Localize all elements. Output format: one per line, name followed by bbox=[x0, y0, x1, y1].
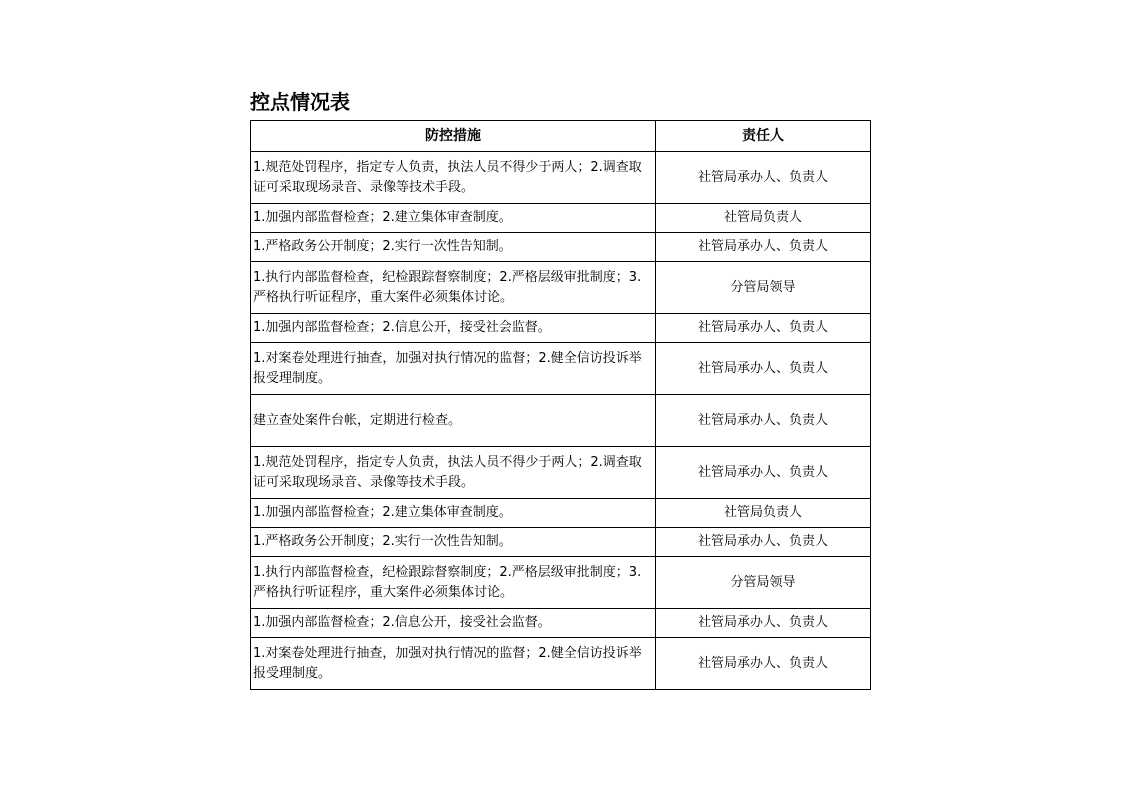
table-row bbox=[251, 343, 871, 395]
owner-cell: 社管局承办人、负责人 bbox=[656, 152, 871, 204]
measures-cell: 1.对案卷处理进行抽查，加强对执行情况的监督；2.健全信访投诉举报受理制度。 bbox=[251, 638, 656, 690]
table-body bbox=[251, 152, 871, 690]
page-title: 控点情况表 bbox=[250, 90, 350, 114]
table-row bbox=[251, 638, 871, 690]
measures-cell: 1.加强内部监督检查；2.信息公开，接受社会监督。 bbox=[251, 314, 656, 343]
owner-cell: 社管局承办人、负责人 bbox=[656, 638, 871, 690]
table-row bbox=[251, 609, 871, 638]
owner-cell: 社管局承办人、负责人 bbox=[656, 314, 871, 343]
owner-cell: 社管局负责人 bbox=[656, 204, 871, 233]
measures-cell: 1.规范处罚程序，指定专人负责，执法人员不得少于两人；2.调查取证可采取现场录音、录像等技术手段。 bbox=[251, 447, 656, 499]
table-row bbox=[251, 499, 871, 528]
measures-cell: 1.严格政务公开制度；2.实行一次性告知制。 bbox=[251, 233, 656, 262]
table-row bbox=[251, 152, 871, 204]
owner-cell: 社管局负责人 bbox=[656, 499, 871, 528]
measures-cell: 1.对案卷处理进行抽查，加强对执行情况的监督；2.健全信访投诉举报受理制度。 bbox=[251, 343, 656, 395]
table-row bbox=[251, 204, 871, 233]
risk-control-table bbox=[250, 120, 871, 690]
owner-cell: 社管局承办人、负责人 bbox=[656, 343, 871, 395]
table-row bbox=[251, 447, 871, 499]
table-header-row bbox=[251, 121, 871, 152]
measures-cell: 1.加强内部监督检查；2.信息公开，接受社会监督。 bbox=[251, 609, 656, 638]
owner-cell: 社管局承办人、负责人 bbox=[656, 609, 871, 638]
measures-cell: 1.规范处罚程序，指定专人负责，执法人员不得少于两人；2.调查取证可采取现场录音、录像等技术手段。 bbox=[251, 152, 656, 204]
measures-cell: 1.加强内部监督检查；2.建立集体审查制度。 bbox=[251, 499, 656, 528]
owner-cell: 社管局承办人、负责人 bbox=[656, 447, 871, 499]
owner-cell: 社管局承办人、负责人 bbox=[656, 233, 871, 262]
column-header-measures: 防控措施 bbox=[251, 121, 656, 152]
owner-cell: 分管局领导 bbox=[656, 262, 871, 314]
table-row bbox=[251, 395, 871, 447]
measures-cell: 1.严格政务公开制度；2.实行一次性告知制。 bbox=[251, 528, 656, 557]
measures-cell: 1.执行内部监督检查，纪检跟踪督察制度；2.严格层级审批制度；3.严格执行听证程序，重大案件必须集体讨论。 bbox=[251, 262, 656, 314]
measures-cell: 1.执行内部监督检查，纪检跟踪督察制度；2.严格层级审批制度；3.严格执行听证程序，重大案件必须集体讨论。 bbox=[251, 557, 656, 609]
table-row bbox=[251, 314, 871, 343]
owner-cell: 社管局承办人、负责人 bbox=[656, 395, 871, 447]
owner-cell: 分管局领导 bbox=[656, 557, 871, 609]
owner-cell: 社管局承办人、负责人 bbox=[656, 528, 871, 557]
table-row bbox=[251, 557, 871, 609]
column-header-owner: 责任人 bbox=[656, 121, 871, 152]
measures-cell: 建立查处案件台帐，定期进行检查。 bbox=[251, 395, 656, 447]
measures-cell: 1.加强内部监督检查；2.建立集体审查制度。 bbox=[251, 204, 656, 233]
table-row bbox=[251, 262, 871, 314]
table-row bbox=[251, 233, 871, 262]
table-row bbox=[251, 528, 871, 557]
